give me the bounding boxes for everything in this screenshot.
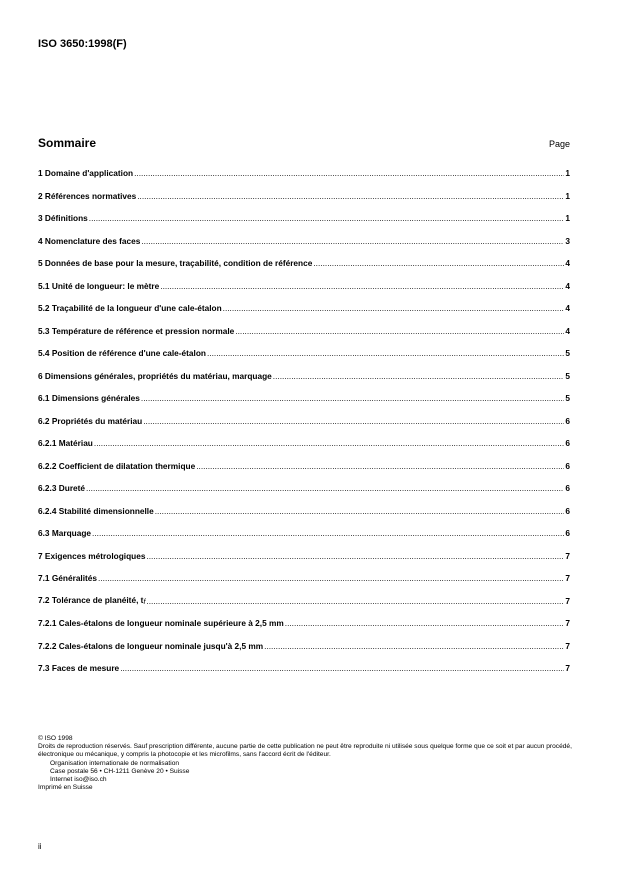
toc-leader-dots bbox=[89, 213, 565, 223]
rights-text: Droits de reproduction réservés. Sauf prescription différente, aucune partie de cette publication ne peut être reproduite ni utilisée sous quelque forme que ce soit et par aucun procédé, électronique ou mécanique, y compris la photocopie et les microfilms, sans l'accord écrit de l'éditeur. bbox=[38, 743, 572, 759]
toc-entry[interactable] bbox=[38, 162, 570, 185]
toc-entry-text: 6 Dimensions générales, propriétés du matériau, marquage bbox=[38, 370, 272, 381]
toc-entry-text: 6.2.2 Coefficient de dilatation thermique bbox=[38, 460, 196, 471]
toc-entry-text: 5.1 Unité de longueur: le mètre bbox=[38, 280, 160, 291]
toc-leader-dots bbox=[155, 506, 565, 516]
toc-entry-title bbox=[38, 236, 140, 246]
toc-entry-text: 7 Exigences métrologiques bbox=[38, 550, 146, 561]
organization-name: Organisation internationale de normalisation bbox=[50, 759, 180, 767]
toc-leader-dots bbox=[94, 438, 564, 448]
toc-entry[interactable] bbox=[38, 567, 570, 590]
internet-contact: Internet iso@iso.ch bbox=[50, 776, 107, 784]
toc-entry[interactable] bbox=[38, 185, 570, 208]
toc-entry-page: 7 bbox=[565, 573, 570, 584]
toc-entry[interactable] bbox=[38, 545, 570, 568]
toc-entry[interactable] bbox=[38, 297, 570, 320]
copyright-block bbox=[38, 735, 578, 792]
toc-leader-dots bbox=[146, 596, 564, 606]
toc-entry-page: 6 bbox=[565, 415, 570, 426]
toc-entry[interactable] bbox=[38, 612, 570, 635]
toc-leader-dots bbox=[141, 393, 564, 403]
toc-entry-page: 4 bbox=[565, 303, 570, 314]
toc-entry[interactable] bbox=[38, 590, 570, 613]
toc-entry-text: 5.4 Position de référence d'une cale-étalon bbox=[38, 348, 206, 359]
toc-entry-text: 6.2.3 Dureté bbox=[38, 483, 86, 494]
toc-entry-page: 6 bbox=[565, 438, 570, 449]
toc-entry[interactable] bbox=[38, 477, 570, 500]
toc-entry-text: 7.2.2 Cales-étalons de longueur nominale jusqu'à 2,5 mm bbox=[38, 640, 264, 651]
toc-entry[interactable] bbox=[38, 387, 570, 410]
toc-entry-page: 6 bbox=[565, 460, 570, 471]
toc-leader-dots bbox=[98, 573, 564, 583]
toc-entry-text: 7.2.1 Cales-étalons de longueur nominale supérieure à 2,5 mm bbox=[38, 618, 284, 629]
toc-entry-title bbox=[38, 191, 136, 201]
toc-entry-title bbox=[38, 438, 93, 448]
page-number: ii bbox=[38, 842, 42, 851]
toc-entry-text: 6.3 Marquage bbox=[38, 528, 92, 539]
toc-header bbox=[38, 136, 570, 150]
document-id: ISO 3650:1998(F) bbox=[38, 38, 127, 50]
toc-entry-page: 7 bbox=[565, 550, 570, 561]
toc-entry-text: 3 Définitions bbox=[38, 213, 88, 224]
toc-leader-dots bbox=[120, 663, 564, 673]
toc-entry[interactable] bbox=[38, 207, 570, 230]
copyright-line: © ISO 1998 bbox=[38, 735, 73, 742]
toc-page-label: Page bbox=[548, 139, 570, 149]
toc-entry[interactable] bbox=[38, 500, 570, 523]
toc-entry[interactable] bbox=[38, 657, 570, 680]
toc-entry-title bbox=[38, 618, 284, 628]
toc-entry-title bbox=[38, 213, 88, 223]
toc-entry-page: 1 bbox=[565, 190, 570, 201]
toc-entry-text: 5 Données de base pour la mesure, traçabilité, condition de référence bbox=[38, 258, 313, 269]
toc-leader-dots bbox=[313, 258, 564, 268]
toc-entry[interactable] bbox=[38, 342, 570, 365]
toc-entry-page: 6 bbox=[565, 505, 570, 516]
toc-entry-text: 5.2 Traçabilité de la longueur d'une cale-étalon bbox=[38, 303, 222, 314]
toc-leader-dots bbox=[223, 303, 565, 313]
toc-entry-title bbox=[38, 595, 145, 606]
toc-leader-dots bbox=[160, 281, 564, 291]
toc-entry-page: 1 bbox=[565, 168, 570, 179]
toc-entry-text: 6.2.1 Matériau bbox=[38, 438, 93, 449]
toc-entry-text: 6.1 Dimensions générales bbox=[38, 393, 140, 404]
toc-title: Sommaire bbox=[38, 136, 97, 150]
toc-entry-title bbox=[38, 506, 154, 516]
toc-leader-dots bbox=[207, 348, 564, 358]
toc-entry-page: 6 bbox=[565, 528, 570, 539]
toc-entry-page: 5 bbox=[565, 348, 570, 359]
toc-entry[interactable] bbox=[38, 320, 570, 343]
toc-leader-dots bbox=[134, 168, 564, 178]
toc-entry-page: 4 bbox=[565, 258, 570, 269]
toc-leader-dots bbox=[264, 641, 564, 651]
toc-entry-page: 7 bbox=[565, 640, 570, 651]
toc-entry-text: 1 Domaine d'application bbox=[38, 168, 134, 179]
toc-entry-title bbox=[38, 258, 312, 268]
toc-entry-text: 4 Nomenclature des faces bbox=[38, 235, 141, 246]
toc-entry-title bbox=[38, 483, 85, 493]
toc-entry[interactable] bbox=[38, 635, 570, 658]
toc-entry-title bbox=[38, 393, 140, 403]
toc-leader-dots bbox=[273, 371, 565, 381]
toc-leader-dots bbox=[143, 416, 564, 426]
toc-entry[interactable] bbox=[38, 252, 570, 275]
toc-entry-text: 6.2.4 Stabilité dimensionnelle bbox=[38, 505, 154, 516]
toc-entry-subscript: f bbox=[143, 599, 146, 607]
toc-entry[interactable] bbox=[38, 410, 570, 433]
toc-entry-page: 4 bbox=[565, 280, 570, 291]
toc-entry-page: 5 bbox=[565, 393, 570, 404]
toc-entry[interactable] bbox=[38, 455, 570, 478]
toc-entry-text: 7.1 Généralités bbox=[38, 573, 98, 584]
printed-in: Imprimé en Suisse bbox=[38, 784, 93, 792]
postal-address: Case postale 56 • CH-1211 Genève 20 • Suisse bbox=[50, 767, 190, 775]
toc-entry-title bbox=[38, 416, 142, 426]
toc-entry-page: 1 bbox=[565, 213, 570, 224]
toc-entry-page: 4 bbox=[565, 325, 570, 336]
toc-entry-title bbox=[38, 461, 195, 471]
toc-entry-title bbox=[38, 641, 263, 651]
toc-entry-page: 3 bbox=[565, 235, 570, 246]
toc-entry-page: 6 bbox=[565, 483, 570, 494]
toc-entry-page: 7 bbox=[565, 618, 570, 629]
toc-entry-text: 7.3 Faces de mesure bbox=[38, 663, 120, 674]
toc-leader-dots bbox=[196, 461, 564, 471]
toc-entry-text: 7.2 Tolérance de planéité, t bbox=[38, 595, 144, 606]
toc-entry[interactable] bbox=[38, 522, 570, 545]
toc-entry[interactable] bbox=[38, 432, 570, 455]
toc-entry-title bbox=[38, 303, 222, 313]
toc-entry-title bbox=[38, 528, 91, 538]
toc-entry-page: 5 bbox=[565, 370, 570, 381]
toc-entry-title bbox=[38, 168, 133, 178]
toc-entry[interactable] bbox=[38, 275, 570, 298]
toc-entry-text: 6.2 Propriétés du matériau bbox=[38, 415, 143, 426]
toc-leader-dots bbox=[285, 618, 565, 628]
toc-entry[interactable] bbox=[38, 230, 570, 253]
toc-entry-title bbox=[38, 573, 97, 583]
toc-entry-title bbox=[38, 371, 272, 381]
toc-entry-title bbox=[38, 281, 159, 291]
table-of-contents bbox=[38, 162, 570, 680]
toc-leader-dots bbox=[146, 551, 564, 561]
toc-entry-text: 5.3 Température de référence et pression normale bbox=[38, 325, 235, 336]
toc-entry-text: 2 Références normatives bbox=[38, 190, 137, 201]
toc-leader-dots bbox=[86, 483, 564, 493]
toc-entry-title bbox=[38, 348, 206, 358]
toc-entry-page: 7 bbox=[565, 663, 570, 674]
toc-leader-dots bbox=[137, 191, 564, 201]
toc-leader-dots bbox=[235, 326, 564, 336]
toc-entry-title bbox=[38, 663, 119, 673]
toc-entry-title bbox=[38, 551, 145, 561]
toc-leader-dots bbox=[92, 528, 564, 538]
toc-leader-dots bbox=[141, 236, 564, 246]
toc-entry[interactable] bbox=[38, 365, 570, 388]
toc-entry-title bbox=[38, 326, 234, 336]
toc-entry-page: 7 bbox=[565, 595, 570, 606]
